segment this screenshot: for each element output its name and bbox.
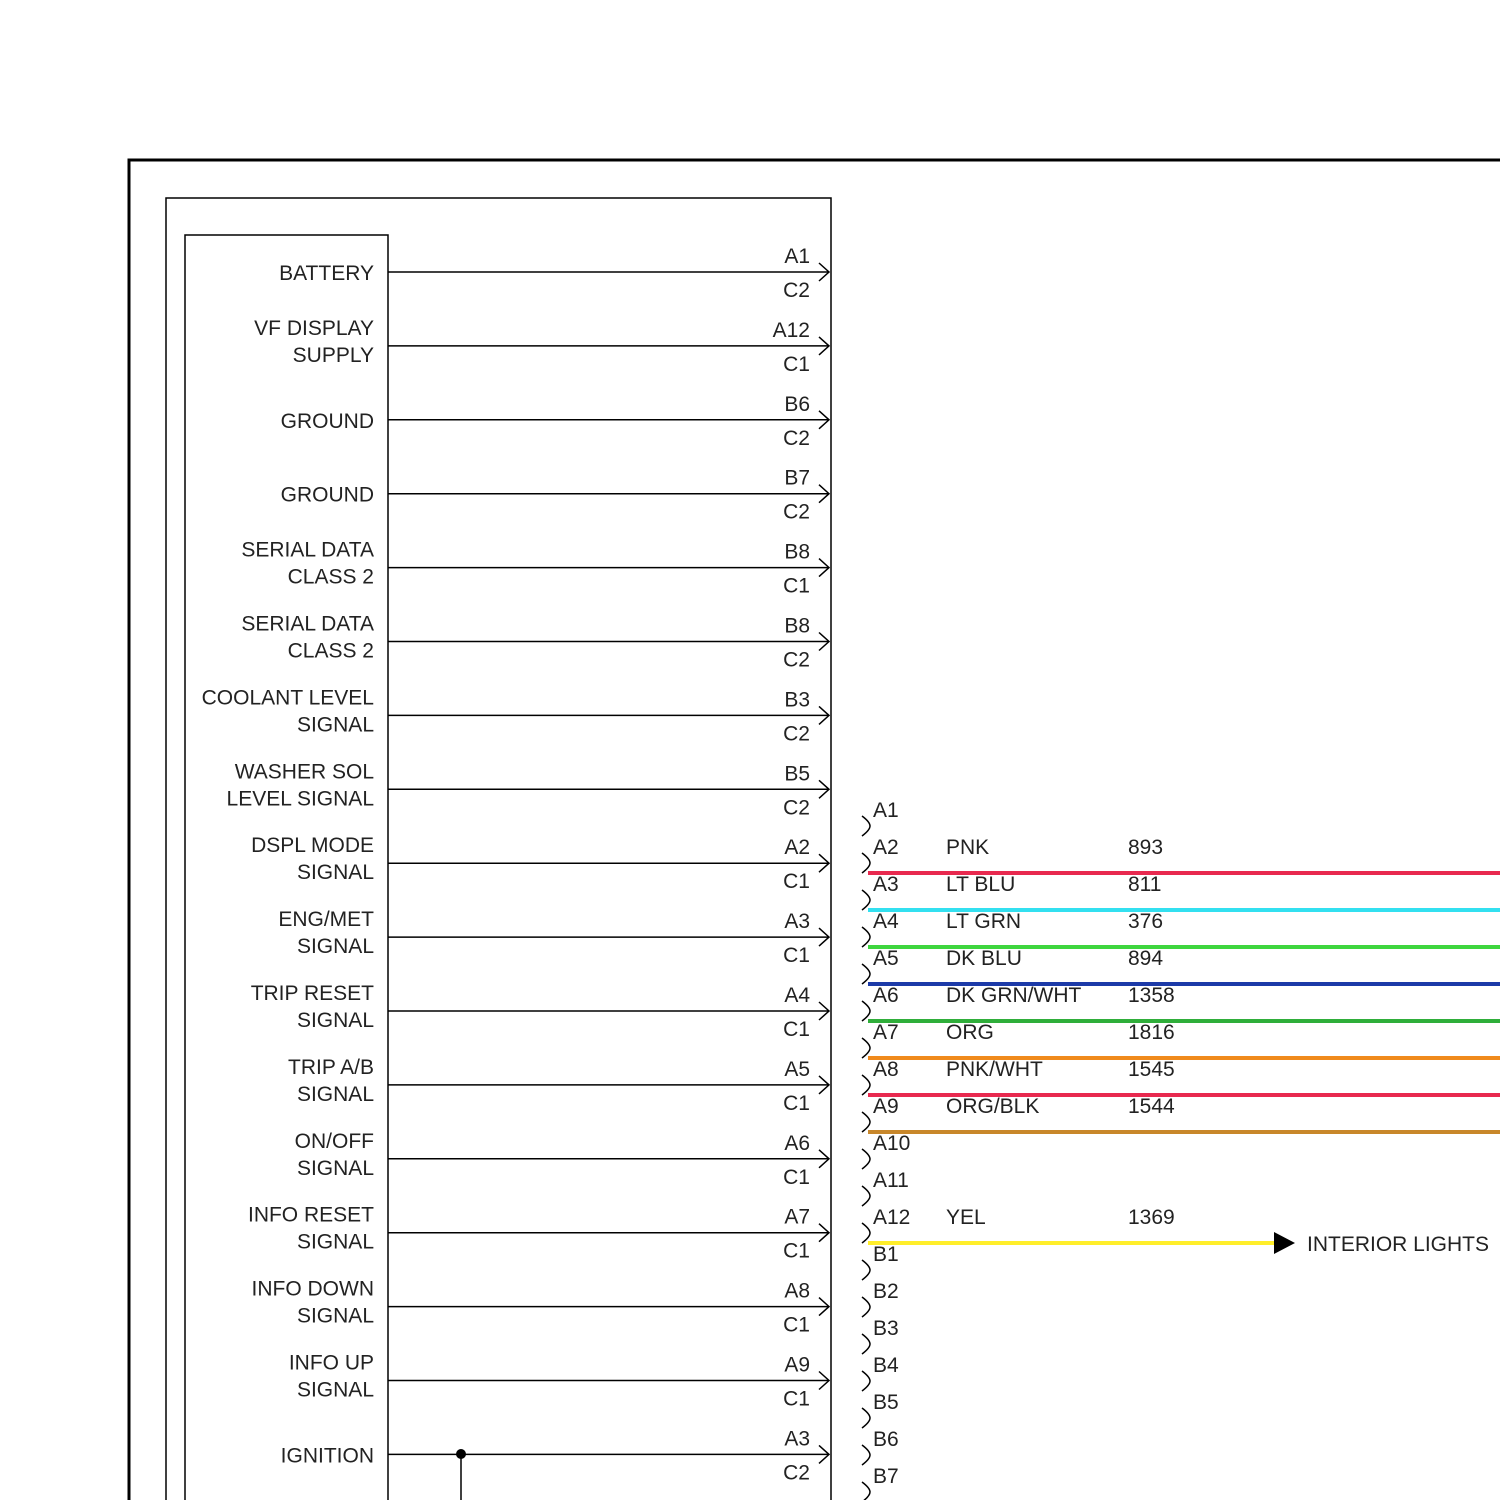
circuit-number: 893: [1128, 836, 1164, 859]
connector-id: C2: [783, 796, 810, 820]
pin-number: A6: [873, 984, 899, 1007]
connector-id: C2: [783, 1461, 810, 1485]
destination-label: INTERIOR LIGHTS: [1307, 1233, 1490, 1256]
pin-cavity-icon: [862, 1149, 870, 1169]
signal-label: SERIAL DATA: [241, 538, 374, 562]
signal-row: [281, 1427, 829, 1484]
pin-number: B1: [873, 1243, 899, 1266]
pin-cavity-icon: [862, 1482, 870, 1500]
pin-cavity-icon: [862, 1075, 870, 1095]
connector-pin: [862, 836, 1500, 873]
connector-pin: [862, 1280, 899, 1317]
connector-pin: [862, 1132, 910, 1169]
connector-id: C2: [783, 648, 810, 672]
signal-label: BATTERY: [279, 262, 374, 285]
connector-pin: [862, 1391, 899, 1428]
pin-number: B5: [873, 1391, 899, 1414]
module-signal-rows: [202, 245, 829, 1484]
pin-number: A4: [784, 984, 810, 1007]
pin-number: A12: [772, 318, 810, 342]
signal-label: SIGNAL: [296, 935, 374, 959]
pin-cavity-icon: [862, 1186, 870, 1206]
connector-id: C1: [783, 870, 810, 894]
signal-label: SIGNAL: [296, 1009, 374, 1032]
signal-row: [227, 760, 829, 819]
connector-pin: [862, 947, 1500, 984]
pin-number: A8: [873, 1058, 899, 1081]
pin-cavity-icon: [862, 853, 870, 873]
wire-color-label: PNK: [946, 836, 990, 859]
pin-number: A1: [784, 245, 810, 268]
wire-color-label: ORG: [946, 1021, 994, 1044]
connector-id: C1: [783, 1387, 810, 1411]
pin-number: B7: [784, 466, 810, 490]
signal-label: SERIAL DATA: [241, 612, 374, 636]
signal-row: [288, 1056, 829, 1115]
pin-cavity-icon: [862, 1038, 870, 1058]
signal-label: ON/OFF: [294, 1129, 374, 1153]
circuit-number: 1369: [1128, 1206, 1175, 1229]
pin-number: B7: [873, 1465, 899, 1488]
signal-row: [251, 982, 829, 1041]
connector-id: C1: [783, 1165, 810, 1189]
wire-color-label: DK GRN/WHT: [946, 984, 1082, 1007]
pin-number: A3: [784, 910, 810, 934]
connector-pin: [862, 1317, 899, 1354]
connector-id: C2: [783, 722, 810, 746]
signal-label: SIGNAL: [296, 1082, 374, 1106]
pin-cavity-icon: [862, 1297, 870, 1317]
arrow-right-icon: [1274, 1232, 1295, 1254]
connector-pin: [862, 910, 1500, 947]
signal-row: [289, 1352, 829, 1411]
signal-row: [241, 539, 829, 598]
signal-label: DSPL MODE: [251, 834, 374, 858]
signal-label: GROUND: [280, 409, 374, 433]
pin-number: A2: [873, 836, 899, 859]
signal-row: [254, 317, 829, 376]
pin-number: B5: [784, 762, 810, 786]
signal-label: INFO UP: [288, 1351, 374, 1375]
signal-label: COOLANT LEVEL: [201, 686, 374, 710]
connector-id: C2: [783, 426, 810, 450]
connector-pin: [862, 1095, 1500, 1132]
signal-row: [281, 467, 829, 524]
connector-id: C1: [783, 1313, 810, 1337]
pin-number: A3: [784, 1427, 810, 1451]
connector-pin: [862, 1465, 899, 1500]
pin-cavity-icon: [862, 890, 870, 910]
signal-label: SIGNAL: [296, 1378, 374, 1402]
signal-row: [202, 686, 829, 745]
pin-number: A5: [784, 1057, 810, 1081]
harness-connector-pins: [862, 799, 1500, 1500]
signal-row: [251, 834, 829, 893]
pin-cavity-icon: [862, 1001, 870, 1021]
wire-color-label: ORG/BLK: [946, 1095, 1040, 1118]
circuit-number: 1544: [1128, 1095, 1175, 1118]
connector-id: C1: [783, 1239, 810, 1263]
signal-label: SIGNAL: [296, 1304, 374, 1328]
pin-number: A9: [873, 1095, 899, 1118]
ignition-splice-dot: [456, 1449, 466, 1459]
signal-label: INFO RESET: [247, 1203, 374, 1227]
pin-cavity-icon: [862, 1445, 870, 1465]
pin-number: A2: [784, 836, 810, 860]
signal-row: [279, 245, 829, 302]
signal-label: TRIP RESET: [250, 982, 374, 1005]
connector-pin: [862, 1243, 899, 1280]
circuit-number: 894: [1128, 947, 1164, 970]
circuit-number: 1816: [1128, 1021, 1175, 1044]
pin-number: A7: [784, 1205, 810, 1229]
signal-row: [295, 1130, 829, 1189]
pin-cavity-icon: [862, 964, 870, 984]
pin-number: A4: [873, 910, 899, 933]
connector-id: C1: [783, 1018, 810, 1041]
circuit-number: 811: [1128, 873, 1162, 896]
wire-color-label: PNK/WHT: [946, 1058, 1043, 1081]
pin-number: A1: [873, 799, 899, 822]
signal-label: CLASS 2: [287, 565, 374, 589]
connector-pin: [862, 1021, 1500, 1058]
connector-pin: [862, 1354, 899, 1391]
pin-number: A10: [873, 1132, 911, 1155]
signal-label: SIGNAL: [296, 1156, 374, 1180]
connector-pin: [862, 1428, 899, 1465]
signal-label: CLASS 2: [287, 639, 374, 663]
pin-number: A6: [784, 1131, 810, 1155]
connector-pin: [862, 984, 1500, 1021]
pin-cavity-icon: [862, 1334, 870, 1354]
connector-pin: [862, 1058, 1500, 1095]
connector-id: C1: [783, 1091, 810, 1115]
connector-id: C2: [783, 279, 810, 302]
signal-label: GROUND: [280, 483, 374, 507]
pin-number: B6: [784, 392, 810, 416]
pin-cavity-icon: [862, 1223, 870, 1243]
pin-number: A9: [784, 1353, 810, 1377]
pin-number: B8: [784, 540, 810, 564]
pin-cavity-icon: [862, 1408, 870, 1428]
circuit-number: 1358: [1128, 984, 1175, 1007]
signal-label: LEVEL SIGNAL: [226, 787, 374, 811]
pin-number: B8: [784, 614, 810, 638]
connector-pin: [862, 873, 1500, 910]
signal-label: SUPPLY: [292, 343, 374, 367]
signal-row: [241, 613, 829, 672]
circuit-number: 376: [1128, 910, 1164, 933]
signal-label: ENG/MET: [278, 908, 374, 932]
pin-number: A3: [873, 873, 899, 896]
pin-number: A11: [873, 1169, 909, 1192]
pin-number: B2: [873, 1280, 899, 1303]
signal-label: SIGNAL: [296, 713, 374, 737]
signal-label: VF DISPLAY: [254, 316, 374, 340]
signal-label: TRIP A/B: [288, 1055, 374, 1079]
wire-color-label: YEL: [946, 1206, 986, 1229]
signal-label: SIGNAL: [296, 1230, 374, 1254]
wire-color-label: LT BLU: [946, 873, 1016, 896]
pin-number: B3: [873, 1317, 899, 1340]
pin-number: A12: [873, 1206, 911, 1229]
pin-number: A8: [784, 1279, 810, 1303]
signal-label: INFO DOWN: [251, 1277, 374, 1301]
pin-number: B6: [873, 1428, 899, 1451]
signal-label: SIGNAL: [296, 861, 374, 885]
pin-cavity-icon: [862, 1260, 870, 1280]
connector-id: C1: [783, 574, 810, 598]
pin-number: A5: [873, 947, 899, 970]
signal-label: WASHER SOL: [234, 760, 374, 784]
wire-color-label: LT GRN: [946, 910, 1022, 933]
pin-number: B4: [873, 1354, 899, 1377]
wire-color-label: DK BLU: [946, 947, 1022, 970]
pin-cavity-icon: [862, 1371, 870, 1391]
signal-row: [252, 1278, 829, 1337]
pin-cavity-icon: [862, 927, 870, 947]
circuit-number: 1545: [1128, 1058, 1175, 1081]
pin-cavity-icon: [862, 816, 870, 836]
signal-row: [278, 908, 829, 967]
connector-id: C2: [783, 500, 810, 524]
connector-pin: [862, 1169, 909, 1206]
signal-label: IGNITION: [280, 1444, 374, 1468]
connector-pin: [862, 799, 899, 836]
signal-row: [281, 393, 829, 450]
connector-pin: [862, 1206, 1489, 1256]
pin-number: B3: [784, 688, 810, 712]
signal-row: [248, 1204, 829, 1263]
connector-id: C1: [783, 944, 810, 968]
connector-id: C1: [783, 352, 810, 376]
pin-cavity-icon: [862, 1112, 870, 1132]
pin-number: A7: [873, 1021, 899, 1044]
